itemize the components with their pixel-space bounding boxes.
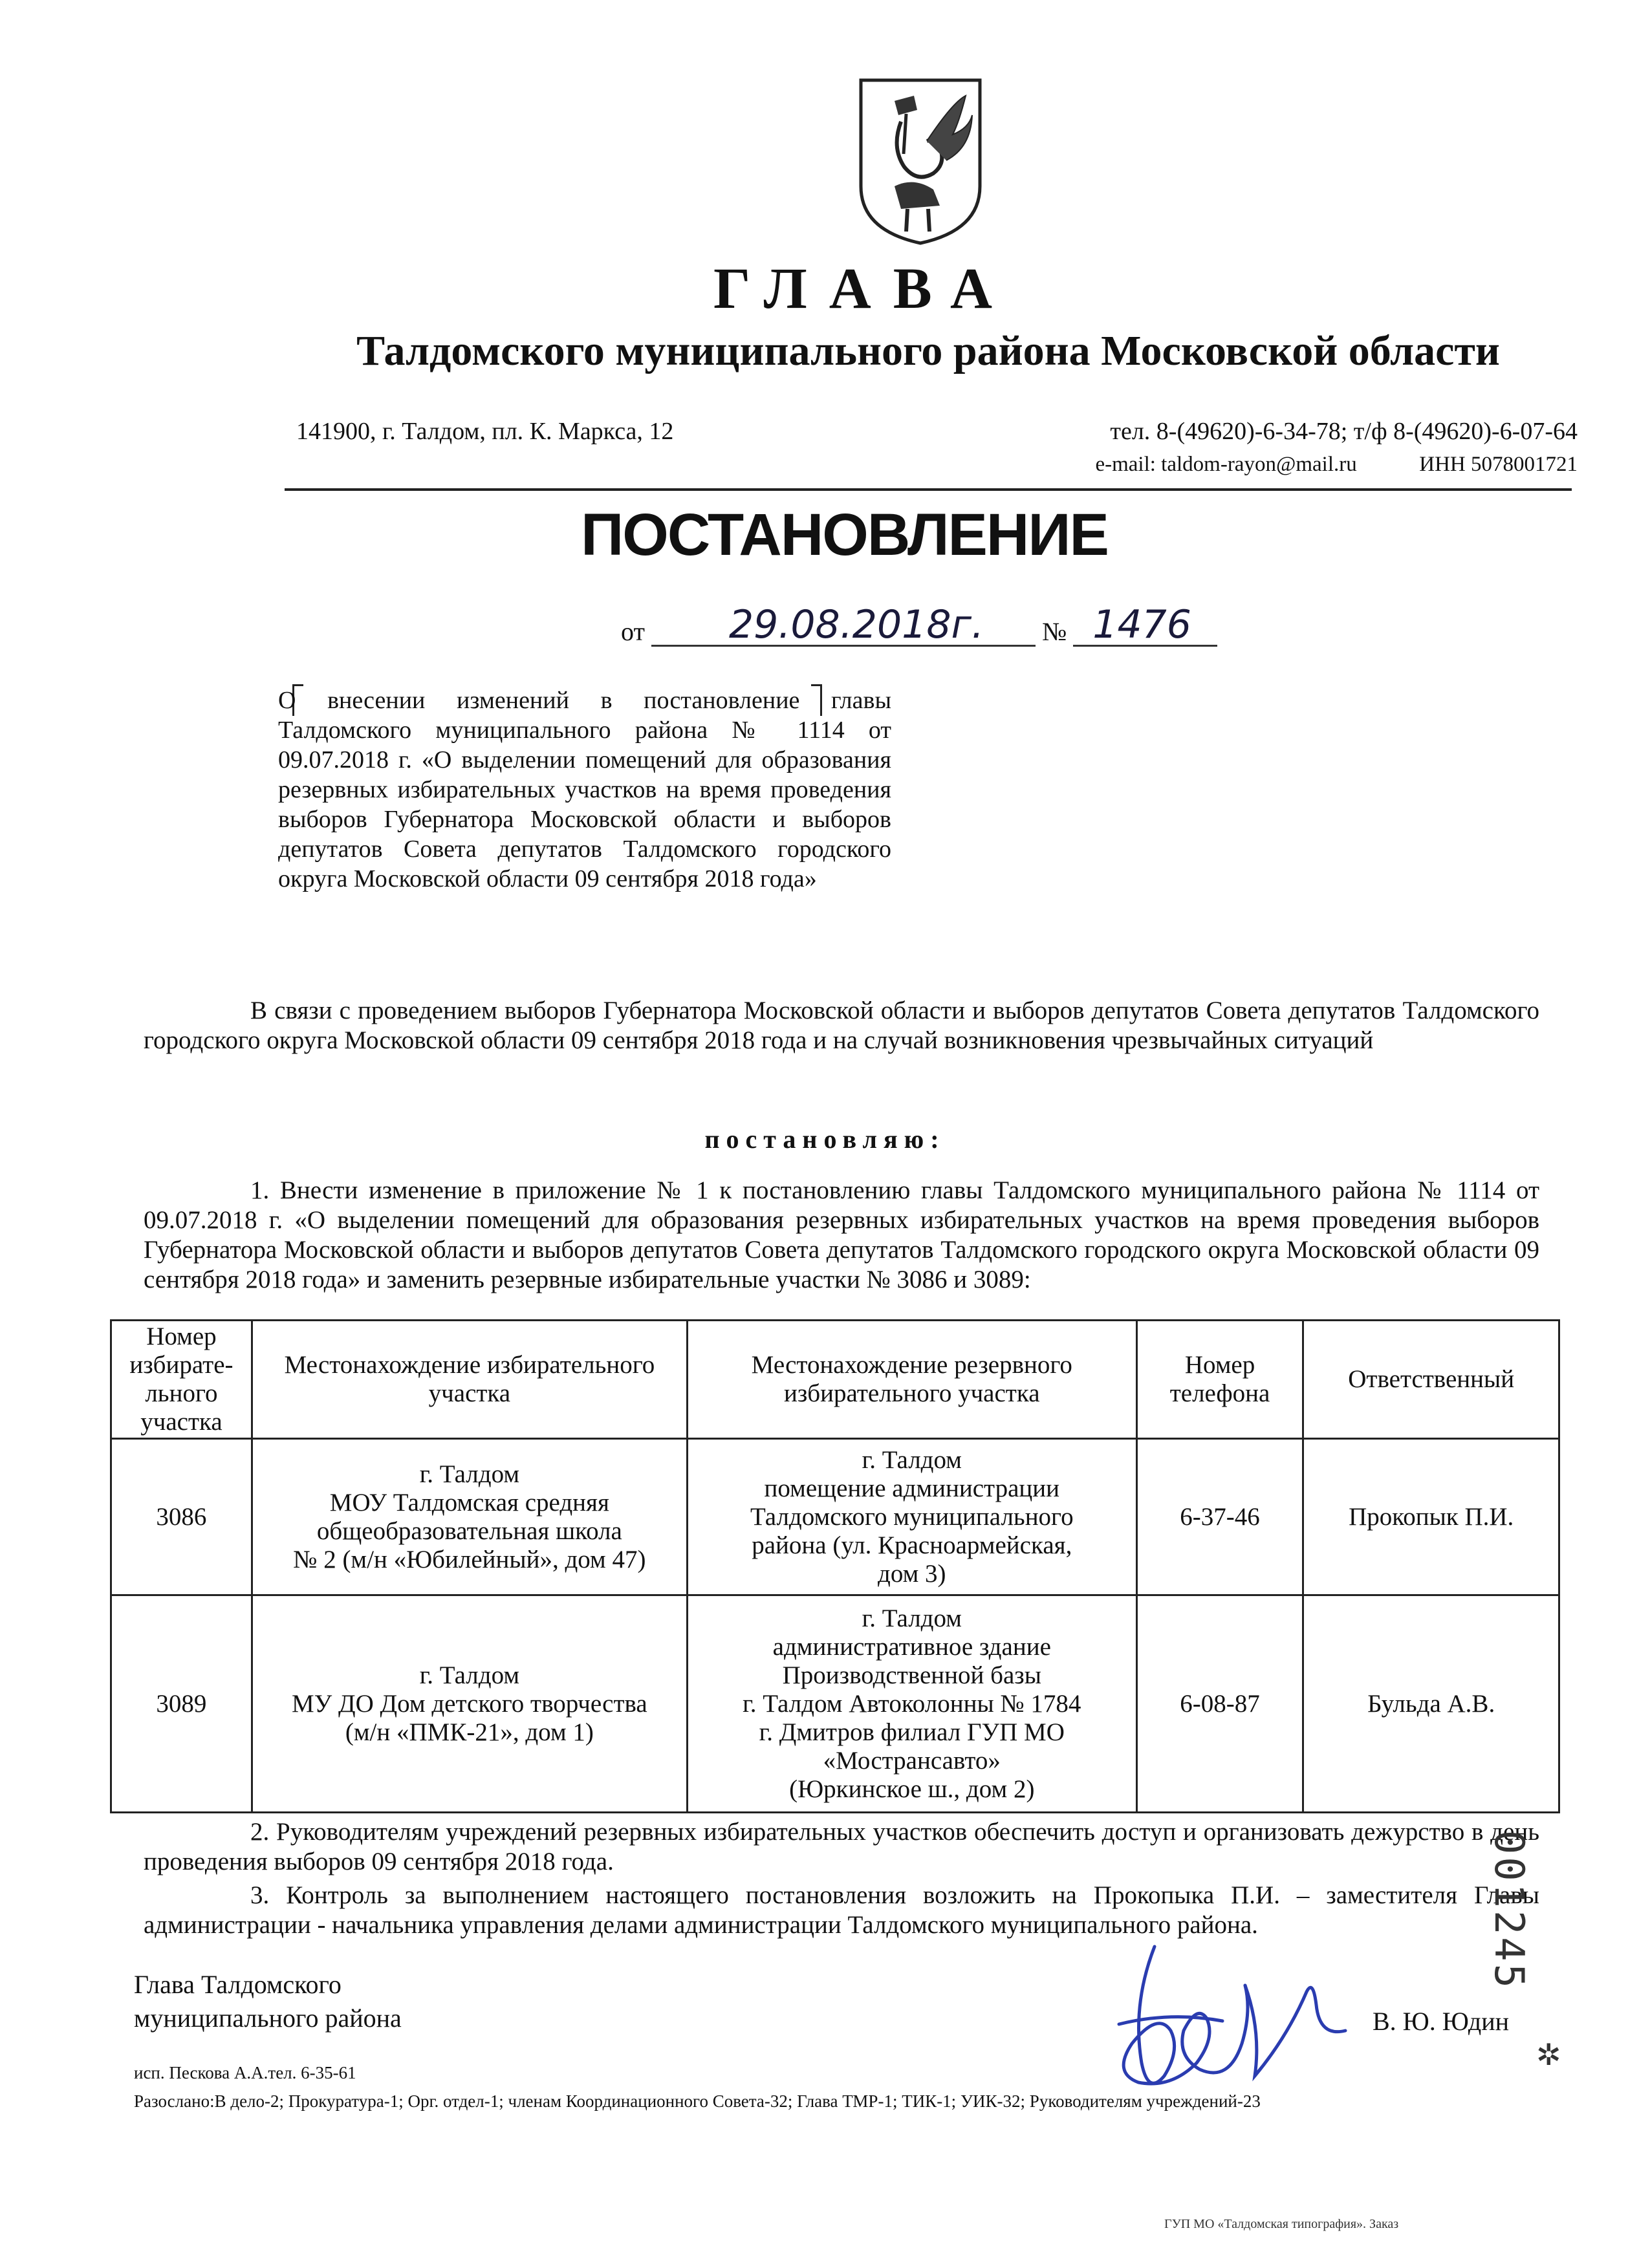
- cell-line: г. Талдом: [862, 1604, 962, 1632]
- signer-title-line: муниципального района: [134, 2003, 402, 2033]
- station-location: [252, 1595, 687, 1813]
- header-glava: ГЛАВА: [713, 257, 1015, 321]
- cell-line: «Мострансавто»: [823, 1746, 1001, 1775]
- cell-line: МУ ДО Дом детского творчества: [291, 1689, 647, 1718]
- handwritten-number: 1476: [1073, 605, 1217, 647]
- signer-name: В. Ю. Юдин: [1373, 2007, 1510, 2036]
- date-number-line: [614, 602, 1217, 647]
- cell-line: дом 3): [878, 1559, 946, 1588]
- station-location: [252, 1439, 687, 1595]
- handwritten-date: 29.08.2018г.: [651, 605, 1036, 647]
- cell-line: г. Дмитров филиал ГУП МО: [759, 1718, 1065, 1746]
- cell-line: Талдомского муниципального: [750, 1502, 1074, 1531]
- header-email: e-mail: taldom-rayon@mail.ru: [1095, 453, 1357, 476]
- cell-line: г. Талдом: [862, 1445, 962, 1474]
- table-header-row: [111, 1321, 1559, 1439]
- cell-line: помещение администрации: [764, 1474, 1059, 1502]
- cell-line: (Юркинское ш., дом 2): [789, 1775, 1035, 1803]
- handwritten-signature: [1093, 1934, 1365, 2102]
- header-phone: Номер телефона: [1136, 1321, 1303, 1439]
- cell-line: г. Талдом: [419, 1661, 520, 1689]
- responsible-person: Прокопык П.И.: [1303, 1439, 1559, 1595]
- number-label: №: [1042, 617, 1067, 646]
- header-subtitle: Талдомского муниципального района Московской области: [356, 327, 1500, 374]
- header-address: 141900, г. Талдом, пл. К. Маркса, 12: [296, 418, 674, 445]
- header-responsible: Ответственный: [1303, 1321, 1559, 1439]
- decree-word: постановляю:: [704, 1125, 946, 1154]
- cell-line: г. Талдом Автоколонны № 1784: [743, 1689, 1081, 1718]
- cell-line: Производственной базы: [782, 1661, 1041, 1689]
- header-station-location: Местонахождение избирательного участка: [252, 1321, 687, 1439]
- serial-stamp: [1468, 1830, 1546, 2018]
- executor-info: исп. Пескова А.А.тел. 6-35-61: [134, 2063, 356, 2082]
- station-number: 3086: [111, 1439, 252, 1595]
- intro-paragraph: В связи с проведением выборов Губернатора Московской области и выборов депутатов Совета депутатов Талдомского городского округа Московской области 09 сентября 2018 года и на случай возникновения чрезвычайных ситуаций: [144, 997, 1539, 1054]
- asterisk-mark-icon: ✲: [1536, 2038, 1561, 2071]
- signer-title: [134, 1968, 402, 2035]
- document-subject: О внесении изменений в постановление главы Талдомского муниципального района № 1114 от 09.07.2018 г. «О выделении помещений для образования резервных избирательных участков на время проведения выборов Губернатора Московской области и выборов депутатов Совета депутатов Талдомского городского округа Московской области 09 сентября 2018 года»: [278, 687, 891, 892]
- printer-imprint: ГУП МО «Талдомская типография». Заказ: [1164, 2217, 1399, 2231]
- header-phones: тел. 8-(49620)-6-34-78; т/ф 8-(49620)-6-07-64: [1110, 418, 1578, 445]
- responsible-person: Бульда А.В.: [1303, 1595, 1559, 1813]
- station-number: 3089: [111, 1595, 252, 1813]
- cell-line: района (ул. Красноармейская,: [752, 1531, 1072, 1559]
- date-label: от: [621, 617, 645, 646]
- distribution-list: Разослано:В дело-2; Прокуратура-1; Орг. отдел-1; членам Координационного Совета-32; Глава ТМР-1; ТИК-1; УИК-32; Руководителям учреждений-23: [134, 2091, 1261, 2111]
- cell-line: административное здание: [772, 1632, 1051, 1661]
- cell-line: (м/н «ПМК-21», дом 1): [345, 1718, 594, 1746]
- taldom-coat-of-arms-icon: [856, 76, 985, 246]
- phone-number: 6-08-87: [1136, 1595, 1303, 1813]
- document-title: ПОСТАНОВЛЕНИЕ: [581, 502, 1108, 568]
- header-reserve-location: Местонахождение резервного избирательного участка: [687, 1321, 1136, 1439]
- header-contacts: [1095, 453, 1578, 477]
- phone-number: 6-37-46: [1136, 1439, 1303, 1595]
- cell-line: общеобразовательная школа: [316, 1517, 622, 1545]
- header-station-number: Номер избирате-льного участка: [111, 1321, 252, 1439]
- table-row: [111, 1439, 1559, 1595]
- cell-line: г. Талдом: [419, 1460, 520, 1488]
- serial-number: 001245: [1486, 1830, 1533, 1991]
- point-2: 2. Руководителям учреждений резервных избирательных участков обеспечить доступ и организовать дежурство в день проведения выборов 09 сентября 2018 года.: [144, 1818, 1539, 1875]
- cell-line: № 2 (м/н «Юбилейный», дом 47): [293, 1545, 646, 1573]
- header-inn: ИНН 5078001721: [1419, 453, 1578, 476]
- cell-line: МОУ Талдомская средняя: [329, 1488, 609, 1517]
- polling-stations-table: [110, 1319, 1560, 1813]
- reserve-location: [687, 1439, 1136, 1595]
- point-1: 1. Внести изменение в приложение № 1 к постановлению главы Талдомского муниципального района № 1114 от 09.07.2018 г. «О выделении помещений для образования резервных избирательных участков на время проведения выборов Губернатора Московской области и выборов депутатов Совета депутатов Талдомского городского округа Московской области 09 сентября 2018 года» и заменить резервные избирательные участки № 3086 и 3089:: [144, 1176, 1539, 1293]
- point-3: 3. Контроль за выполнением настоящего постановления возложить на Прокопыка П.И. – заместителя Главы администрации - начальника управления делами администрации Талдомского муниципального района.: [144, 1881, 1539, 1939]
- header-divider: [285, 488, 1572, 491]
- table-row: [111, 1595, 1559, 1813]
- signer-title-line: Глава Талдомского: [134, 1970, 342, 1999]
- reserve-location: [687, 1595, 1136, 1813]
